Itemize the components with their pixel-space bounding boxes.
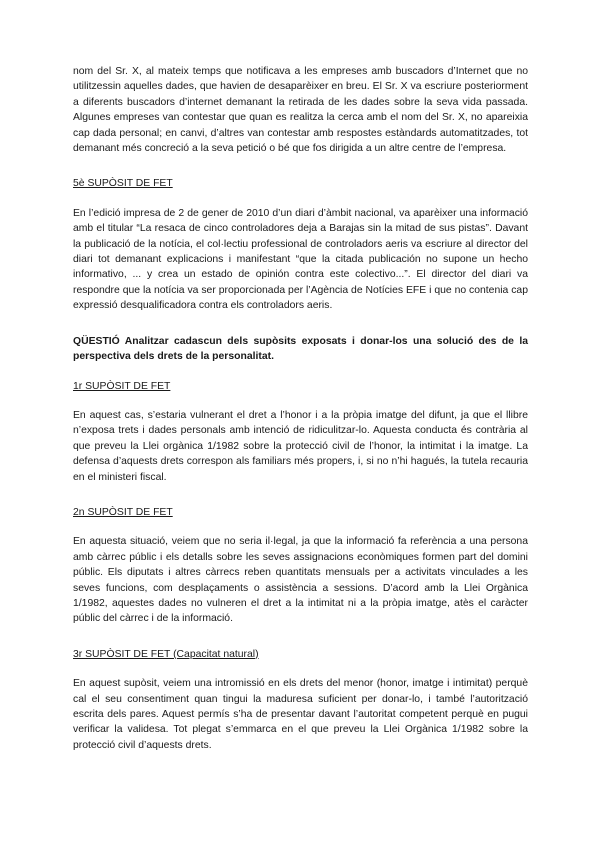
heading-case-2: 2n SUPÒSIT DE FET [73, 506, 173, 518]
question-heading: QÜESTIÓ Analitzar cadascun dels supòsits exposats i donar-los una solució des de la perspectiva dels drets de la personalitat. [73, 335, 528, 363]
heading-case-1: 1r SUPÒSIT DE FET [73, 380, 171, 392]
case-3-paragraph: En aquest supòsit, veiem una intromissió en els drets del menor (honor, imatge i intimitat) perquè cal el seu consentiment quan tingui la maduresa suficient per donar-lo, i també l’autorització escrita dels pares. Aquest permís s’ha de presentar davant l’autoritat competent perquè en pugui verificar la validesa. Tot plegat s’emmarca en el que preveu la Llei Orgànica 1/1982 sobre la protecció civil d’aquests drets. [73, 678, 528, 751]
intro-paragraph: nom del Sr. X, al mateix temps que notificava a les empreses amb buscadors d’Internet que no utilitzessin aquelles dades, que havien de desaparèixer en breu. El Sr. X va escriure posteriorment a diferents buscadors d’internet demanant la retirada de les dades sobre la seva vida passada. Algunes empreses van contestar que quan es realitza la cerca amb el nom del Sr. X, no apareixia cap dada personal; en canvi, d’altres van contestar amb respostes estàndards automatitzades, tot demanant més concreció a la seva petició o bé que fos dirigida a un altre centre de l’empresa. [73, 66, 528, 155]
case-2-paragraph: En aquesta situació, veiem que no seria il·legal, ja que la informació fa referència a una persona amb càrrec públic i els detalls sobre les seves assignacions econòmiques formen part del domini públic. Els diputats i altres càrrecs reben quantitats mensuals per a activitats vinculades a les seves funcions, com desplaçaments o assistència a sessions. D’acord amb la Llei Orgànica 1/1982, aquestes dades no vulneren el dret a la intimitat ni a la pròpia imatge, atès el caràcter públic del càrrec i de la informació. [73, 536, 528, 625]
heading-case-5: 5è SUPÒSIT DE FET [73, 178, 173, 190]
case-5-paragraph: En l’edició impresa de 2 de gener de 2010 d’un diari d’àmbit nacional, va aparèixer una informació amb el titular “La resaca de cinco controladores deja a Barajas sin la mitad de sus pistas”. Davant la publicació de la notícia, el col·lectiu professional de controladors aeris va escriure al director del diari tot demanant explicacions i manifestant “que la citada publicación no supone un hecho informativo, ... y crea un estado de opinión contra este colectivo...”. El director del diari va respondre que la notícia va ser proporcionada per l’Agència de Notícies EFE i que no contenia cap expressió desqualificadora contra els controladors aeris. [73, 207, 528, 312]
case-1-paragraph: En aquest cas, s’estaria vulnerant el dret a l’honor i a la pròpia imatge del difunt, ja que el llibre n’exposa trets i dades personals amb intenció de ridiculitzar-lo. Aquesta conducta és contrària al que preveu la Llei orgànica 1/1982 sobre la protecció civil de l’honor, la intimitat i la imatge. La defensa d’aquests drets correspon als familiars més propers, i, si no n’hi hagués, la tutela recauria en el ministeri fiscal. [73, 409, 528, 483]
document-page [73, 64, 528, 773]
heading-case-3: 3r SUPÒSIT DE FET (Capacitat natural) [73, 648, 259, 660]
